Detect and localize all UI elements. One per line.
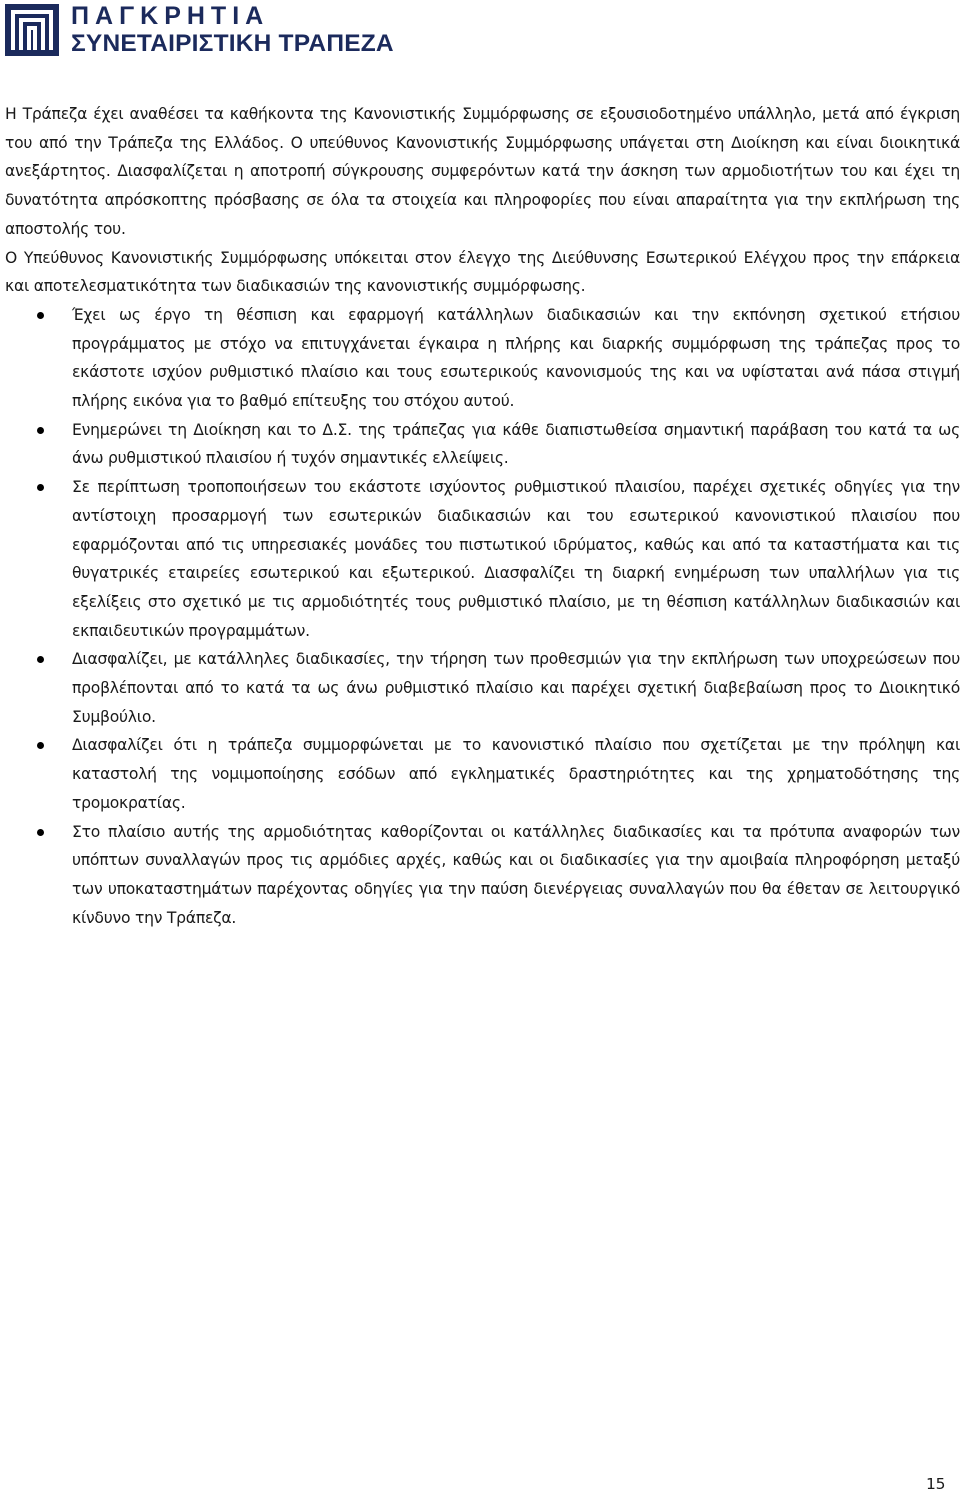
document-body <box>5 100 960 932</box>
bank-header <box>5 2 394 58</box>
list-item: Ενημερώνει τη Διοίκηση και το Δ.Σ. της τράπεζας για κάθε διαπιστωθείσα σημαντική παράβαση του κατά τα ως άνω ρυθμιστικού πλαισίου ή τυχόν σημαντικές ελλείψεις. <box>5 416 960 473</box>
list-item: Διασφαλίζει ότι η τράπεζα συμμορφώνεται με το κανονιστικό πλαίσιο που σχετίζεται με την πρόληψη και καταστολή της νομιμοποίησης εσόδων από εγκληματικές δραστηριότητες και της χρηματοδότησης της τρομοκρατίας. <box>5 731 960 817</box>
duties-list <box>5 301 960 932</box>
list-item: Σε περίπτωση τροποποιήσεων του εκάστοτε ισχύοντος ρυθμιστικού πλαισίου, παρέχει σχετικές οδηγίες για την αντίστοιχη προσαρμογή των εσωτερικών διαδικασιών και του εσωτερικού κανονιστικού πλαισίου που εφαρμόζονται από τις υπηρεσιακές μονάδες του πιστωτικού ιδρύματος, καθώς και από τα καταστήματα και τις θυγατρικές εταιρείες εσωτερικού και εξωτερικού. Διασφαλίζει τη διαρκή ενημέρωση των υπαλλήλων για τις εξελίξεις στο σχετικό με τις αρμοδιότητές τους ρυθμιστικό πλαίσιο, με τη θέσπιση κατάλληλων διαδικασιών και εκπαιδευτικών προγραμμάτων. <box>5 473 960 645</box>
bank-name-line2: ΣΥΝΕΤΑΙΡΙΣΤΙΚΗ ΤΡΑΠΕΖΑ <box>71 29 394 57</box>
bank-name <box>71 1 394 57</box>
bank-name-line1: ΠΑΓΚΡΗΤΙΑ <box>71 1 270 30</box>
oversight-paragraph: Ο Υπεύθυνος Κανονιστικής Συμμόρφωσης υπόκειται στον έλεγχο της Διεύθυνσης Εσωτερικού Ελέγχου προς την επάρκεια και αποτελεσματικότητα των διαδικασιών της κανονιστικής συμμόρφωσης. <box>5 248 960 296</box>
list-item: Διασφαλίζει, με κατάλληλες διαδικασίες, την τήρηση των προθεσμιών για την εκπλήρωση των υποχρεώσεων που προβλέπονται από το κατά τα ως άνω ρυθμιστικό πλαίσιο και παρέχει σχετική διαβεβαίωση προς το Διοικητικό Συμβούλιο. <box>5 645 960 731</box>
list-item: Στο πλαίσιο αυτής της αρμοδιότητας καθορίζονται οι κατάλληλες διαδικασίες και τα πρότυπα αναφορών των υπόπτων συναλλαγών προς τις αρμόδιες αρχές, καθώς και οι διαδικασίες για την αμοιβαία πληροφόρηση μεταξύ των υποκαταστημάτων παρέχοντας οδηγίες για την παύση διενέργειας συναλλαγών που θα έθεταν σε λειτουργικό κίνδυνο την Τράπεζα. <box>5 818 960 933</box>
intro-paragraph: Η Τράπεζα έχει αναθέσει τα καθήκοντα της Κανονιστικής Συμμόρφωσης σε εξουσιοδοτημένο υπάλληλο, μετά από έγκριση του από την Τράπεζα της Ελλάδος. Ο υπεύθυνος Κανονιστικής Συμμόρφωσης υπάγεται στη Διοίκηση και είναι διοικητικά ανεξάρτητος. Διασφαλίζεται η αποτροπή σύγκρουσης συμφερόντων κατά την άσκηση των αρμοδιοτήτων του και έχει τη δυνατότητα απρόσκοπτης πρόσβασης σε όλα τα στοιχεία και πληροφορίες που είναι απαραίτητα για την εκπλήρωση της αποστολής του. <box>5 105 960 238</box>
bank-logo-icon <box>5 4 59 56</box>
page-number: 15 <box>926 1475 946 1493</box>
list-item: Έχει ως έργο τη θέσπιση και εφαρμογή κατάλληλων διαδικασιών και την εκπόνηση σχετικού ετήσιου προγράμματος με στόχο να επιτυγχάνεται έγκαιρα η πλήρης και διαρκής συμμόρφωση της τράπεζας προς το εκάστοτε ισχύον ρυθμιστικό πλαίσιο και τους εσωτερικούς κανονισμούς της και να υφίσταται ανά πάσα στιγμή πλήρης εικόνα για το βαθμό επίτευξης του στόχου αυτού. <box>5 301 960 416</box>
